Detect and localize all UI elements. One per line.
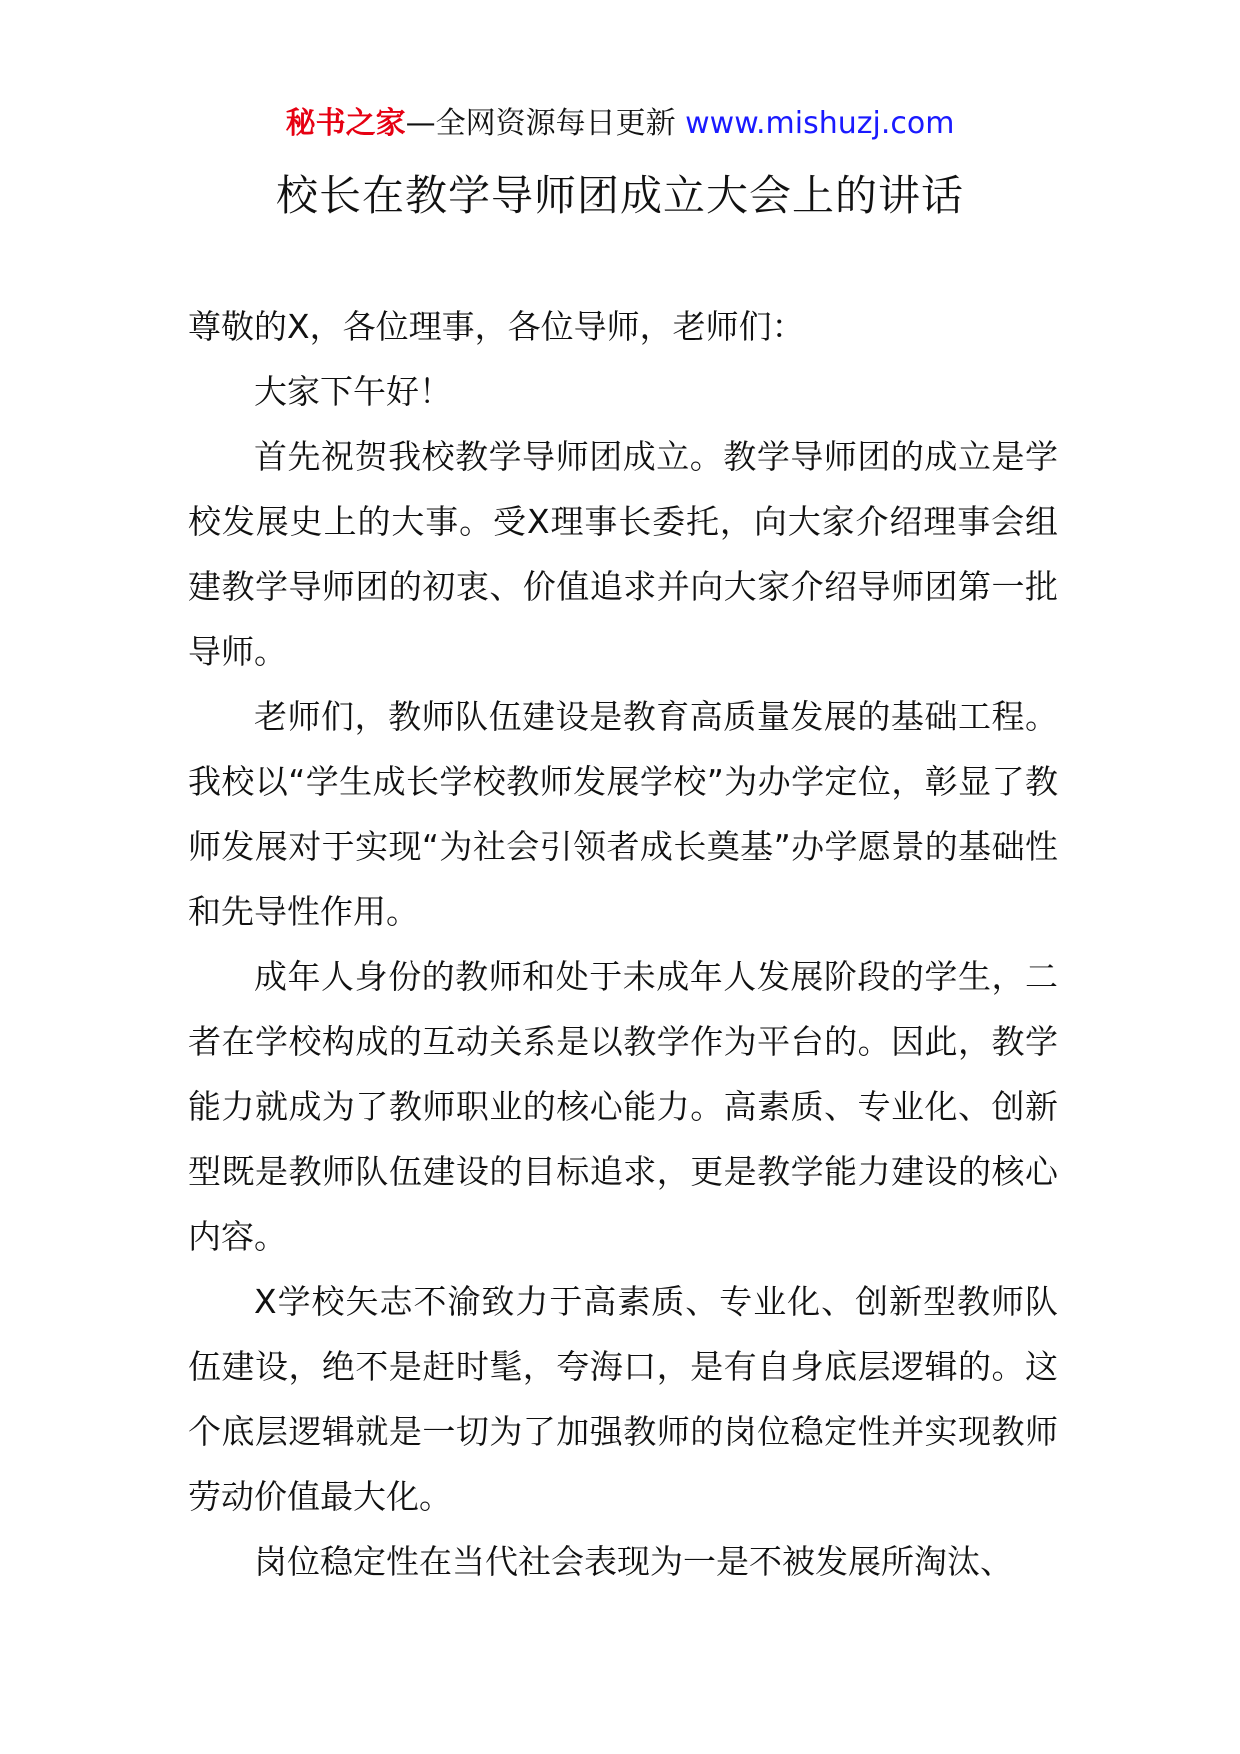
document-title: 校长在教学导师团成立大会上的讲话 <box>275 171 964 220</box>
paragraph: 大家下午好！ <box>254 372 452 411</box>
salutation: 尊敬的X，各位理事，各位导师，老师们： <box>188 307 805 346</box>
paragraph: X学校矢志不渝致力于高素质、专业化、创新型教师队伍建设，绝不是赶时髦，夸海口，是有自身底层逻辑的。这个底层逻辑就是一切为了加强教师的岗位稳定性并实现教师劳动价值最大化。 <box>188 1282 1058 1516</box>
header-tagline: —全网资源每日更新 <box>405 106 676 141</box>
brand-name: 秘书之家 <box>285 106 406 141</box>
site-url[interactable]: www.mishuzj.com <box>685 106 955 141</box>
paragraph: 老师们，教师队伍建设是教育高质量发展的基础工程。我校以“学生成长学校教师发展学校”为办学定位，彰显了教师发展对于实现“为社会引领者成长奠基”办学愿景的基础性和先导性作用。 <box>188 697 1058 931</box>
paragraph: 成年人身份的教师和处于未成年人发展阶段的学生，二者在学校构成的互动关系是以教学作为平台的。因此，教学能力就成为了教师职业的核心能力。高素质、专业化、创新型既是教师队伍建设的目标追求，更是教学能力建设的核心内容。 <box>188 957 1058 1256</box>
paragraph: 首先祝贺我校教学导师团成立。教学导师团的成立是学校发展史上的大事。受X理事长委托，向大家介绍理事会组建教学导师团的初衷、价值追求并向大家介绍导师团第一批导师。 <box>188 437 1058 671</box>
document-body <box>188 294 1058 1594</box>
paragraph: 岗位稳定性在当代社会表现为一是不被发展所淘汰、 <box>254 1542 1013 1581</box>
watermark-header <box>0 100 1240 148</box>
